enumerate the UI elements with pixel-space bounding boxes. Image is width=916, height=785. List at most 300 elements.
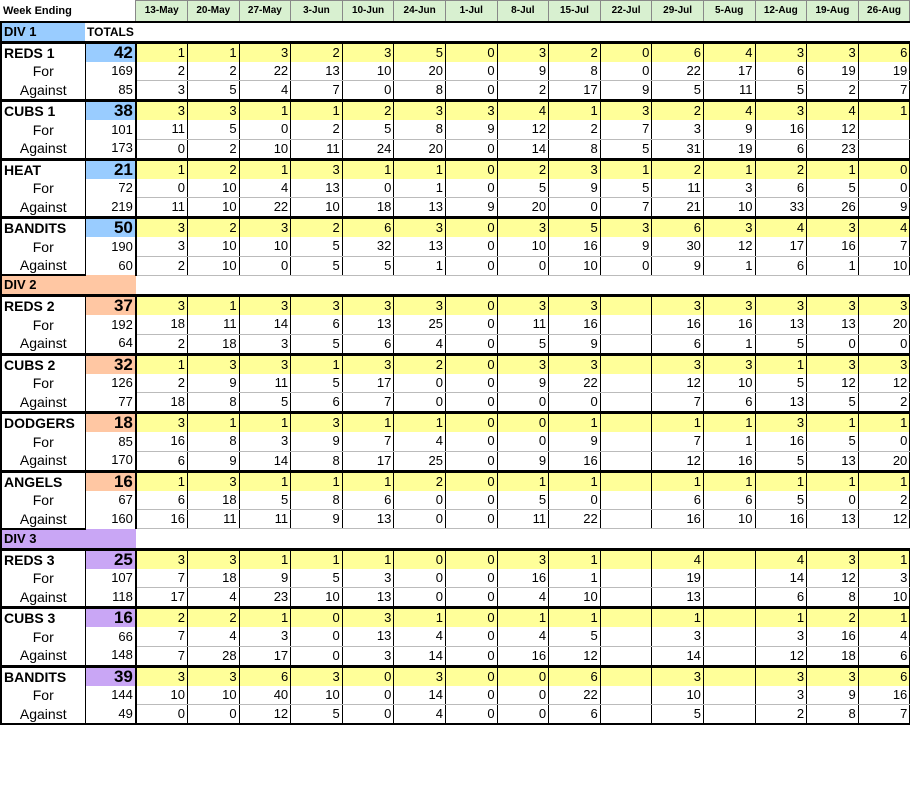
runs-against-cell[interactable]: 0 xyxy=(807,334,859,354)
week-header-cell[interactable]: 1-Jul xyxy=(445,1,497,22)
team-name[interactable]: REDS 3 xyxy=(1,549,85,569)
runs-against-cell[interactable]: 12 xyxy=(755,646,807,666)
runs-for-cell[interactable]: 0 xyxy=(394,491,446,510)
runs-for-cell[interactable]: 12 xyxy=(807,120,859,139)
runs-against-cell[interactable]: 5 xyxy=(291,256,343,275)
weekly-points-cell[interactable]: 3 xyxy=(755,42,807,62)
runs-against-cell[interactable]: 18 xyxy=(342,198,394,218)
runs-for-cell[interactable]: 16 xyxy=(807,627,859,646)
runs-against-cell[interactable] xyxy=(703,705,755,725)
runs-for-cell[interactable]: 32 xyxy=(342,237,394,256)
runs-for-cell[interactable]: 17 xyxy=(703,62,755,81)
weekly-points-cell[interactable]: 3 xyxy=(755,413,807,433)
runs-for-cell[interactable]: 7 xyxy=(600,120,652,139)
runs-against-cell[interactable]: 11 xyxy=(187,510,239,529)
runs-for-cell[interactable]: 0 xyxy=(497,432,549,451)
runs-for-cell[interactable]: 22 xyxy=(549,686,601,705)
runs-for-cell[interactable]: 5 xyxy=(342,120,394,139)
runs-against-cell[interactable]: 1 xyxy=(703,334,755,354)
runs-for-cell[interactable]: 20 xyxy=(858,315,910,334)
runs-against-cell[interactable]: 5 xyxy=(239,393,291,413)
against-total[interactable]: 219 xyxy=(85,198,136,218)
runs-against-cell[interactable]: 6 xyxy=(703,393,755,413)
week-header-cell[interactable]: 24-Jun xyxy=(394,1,446,22)
weekly-points-cell[interactable]: 3 xyxy=(187,549,239,569)
runs-for-cell[interactable]: 16 xyxy=(703,315,755,334)
runs-for-cell[interactable]: 4 xyxy=(239,179,291,198)
runs-for-cell[interactable]: 0 xyxy=(858,179,910,198)
weekly-points-cell[interactable]: 3 xyxy=(187,354,239,374)
weekly-points-cell[interactable]: 3 xyxy=(549,354,601,374)
weekly-points-cell[interactable]: 1 xyxy=(549,471,601,491)
weekly-points-cell[interactable] xyxy=(600,354,652,374)
runs-for-cell[interactable]: 9 xyxy=(445,120,497,139)
runs-against-cell[interactable]: 10 xyxy=(549,588,601,608)
weekly-points-cell[interactable]: 1 xyxy=(755,354,807,374)
runs-against-cell[interactable]: 8 xyxy=(394,81,446,101)
weekly-points-cell[interactable]: 6 xyxy=(549,666,601,686)
runs-for-cell[interactable]: 9 xyxy=(497,62,549,81)
runs-for-cell[interactable]: 6 xyxy=(703,491,755,510)
runs-for-cell[interactable]: 5 xyxy=(549,627,601,646)
runs-for-cell[interactable]: 2 xyxy=(549,120,601,139)
runs-against-cell[interactable]: 5 xyxy=(807,393,859,413)
runs-for-cell[interactable]: 5 xyxy=(807,179,859,198)
runs-against-cell[interactable]: 23 xyxy=(807,139,859,159)
week-header-cell[interactable]: 20-May xyxy=(187,1,239,22)
weekly-points-cell[interactable]: 4 xyxy=(807,101,859,121)
runs-for-cell[interactable]: 9 xyxy=(549,432,601,451)
runs-against-cell[interactable]: 11 xyxy=(239,510,291,529)
runs-against-cell[interactable]: 18 xyxy=(136,393,188,413)
runs-for-cell[interactable]: 3 xyxy=(755,627,807,646)
weekly-points-cell[interactable]: 3 xyxy=(858,296,910,316)
runs-against-cell[interactable]: 10 xyxy=(239,139,291,159)
for-total[interactable]: 192 xyxy=(85,315,136,334)
runs-against-cell[interactable]: 6 xyxy=(291,393,343,413)
runs-for-cell[interactable]: 19 xyxy=(807,62,859,81)
runs-for-cell[interactable]: 18 xyxy=(187,491,239,510)
weekly-points-cell[interactable]: 3 xyxy=(497,42,549,62)
team-name[interactable]: DODGERS xyxy=(1,413,85,433)
runs-for-cell[interactable]: 0 xyxy=(394,374,446,393)
weekly-points-cell[interactable]: 1 xyxy=(136,354,188,374)
weekly-points-cell[interactable]: 3 xyxy=(858,354,910,374)
runs-for-cell[interactable]: 9 xyxy=(291,432,343,451)
runs-against-cell[interactable]: 5 xyxy=(600,139,652,159)
runs-for-cell[interactable]: 0 xyxy=(497,686,549,705)
runs-against-cell[interactable]: 0 xyxy=(291,646,343,666)
runs-for-cell[interactable]: 1 xyxy=(703,432,755,451)
against-total[interactable]: 170 xyxy=(85,451,136,471)
team-name[interactable]: CUBS 3 xyxy=(1,608,85,628)
runs-against-cell[interactable] xyxy=(703,588,755,608)
runs-for-cell[interactable]: 22 xyxy=(652,62,704,81)
runs-for-cell[interactable]: 3 xyxy=(239,432,291,451)
runs-for-cell[interactable]: 6 xyxy=(342,491,394,510)
runs-for-cell[interactable]: 3 xyxy=(652,627,704,646)
runs-against-cell[interactable]: 14 xyxy=(239,451,291,471)
for-total[interactable]: 169 xyxy=(85,62,136,81)
runs-for-cell[interactable]: 13 xyxy=(807,315,859,334)
team-total-points[interactable]: 21 xyxy=(85,159,136,179)
against-total[interactable]: 160 xyxy=(85,510,136,529)
runs-for-cell[interactable] xyxy=(600,315,652,334)
weekly-points-cell[interactable]: 2 xyxy=(755,159,807,179)
weekly-points-cell[interactable]: 0 xyxy=(445,471,497,491)
runs-for-cell[interactable]: 0 xyxy=(342,686,394,705)
runs-against-cell[interactable]: 10 xyxy=(858,588,910,608)
weekly-points-cell[interactable]: 3 xyxy=(342,296,394,316)
weekly-points-cell[interactable]: 1 xyxy=(703,159,755,179)
weekly-points-cell[interactable]: 3 xyxy=(239,218,291,238)
weekly-points-cell[interactable]: 1 xyxy=(652,413,704,433)
runs-against-cell[interactable]: 7 xyxy=(136,646,188,666)
runs-for-cell[interactable]: 10 xyxy=(652,686,704,705)
runs-against-cell[interactable]: 0 xyxy=(136,705,188,725)
runs-for-cell[interactable]: 16 xyxy=(549,237,601,256)
against-total[interactable]: 148 xyxy=(85,646,136,666)
weekly-points-cell[interactable]: 4 xyxy=(858,218,910,238)
weekly-points-cell[interactable]: 1 xyxy=(858,549,910,569)
runs-against-cell[interactable]: 13 xyxy=(652,588,704,608)
team-total-points[interactable]: 39 xyxy=(85,666,136,686)
weekly-points-cell[interactable]: 1 xyxy=(239,608,291,628)
weekly-points-cell[interactable]: 1 xyxy=(239,159,291,179)
runs-for-cell[interactable]: 11 xyxy=(187,315,239,334)
runs-for-cell[interactable]: 4 xyxy=(394,432,446,451)
runs-for-cell[interactable]: 9 xyxy=(549,179,601,198)
runs-for-cell[interactable]: 11 xyxy=(239,374,291,393)
weekly-points-cell[interactable]: 1 xyxy=(549,608,601,628)
weekly-points-cell[interactable]: 2 xyxy=(342,101,394,121)
weekly-points-cell[interactable]: 3 xyxy=(755,101,807,121)
runs-for-cell[interactable]: 16 xyxy=(497,569,549,588)
runs-against-cell[interactable]: 0 xyxy=(136,139,188,159)
runs-for-cell[interactable]: 0 xyxy=(445,627,497,646)
runs-against-cell[interactable]: 9 xyxy=(549,334,601,354)
weekly-points-cell[interactable]: 3 xyxy=(755,296,807,316)
runs-against-cell[interactable]: 8 xyxy=(549,139,601,159)
runs-against-cell[interactable]: 4 xyxy=(239,81,291,101)
runs-against-cell[interactable]: 13 xyxy=(342,510,394,529)
runs-against-cell[interactable]: 17 xyxy=(342,451,394,471)
weekly-points-cell[interactable]: 1 xyxy=(136,42,188,62)
runs-for-cell[interactable]: 3 xyxy=(858,569,910,588)
runs-for-cell[interactable]: 16 xyxy=(755,432,807,451)
runs-against-cell[interactable]: 0 xyxy=(342,81,394,101)
runs-for-cell[interactable]: 5 xyxy=(291,237,343,256)
weekly-points-cell[interactable]: 1 xyxy=(342,471,394,491)
runs-for-cell[interactable]: 18 xyxy=(136,315,188,334)
weekly-points-cell[interactable]: 1 xyxy=(807,471,859,491)
runs-against-cell[interactable]: 22 xyxy=(549,510,601,529)
runs-for-cell[interactable]: 7 xyxy=(652,432,704,451)
runs-against-cell[interactable]: 16 xyxy=(703,451,755,471)
runs-against-cell[interactable]: 0 xyxy=(445,334,497,354)
weekly-points-cell[interactable]: 2 xyxy=(394,471,446,491)
runs-against-cell[interactable]: 10 xyxy=(703,198,755,218)
weekly-points-cell[interactable]: 1 xyxy=(755,608,807,628)
weekly-points-cell[interactable]: 3 xyxy=(291,159,343,179)
weekly-points-cell[interactable]: 3 xyxy=(394,218,446,238)
runs-for-cell[interactable]: 12 xyxy=(652,374,704,393)
runs-for-cell[interactable]: 17 xyxy=(342,374,394,393)
runs-against-cell[interactable]: 5 xyxy=(755,81,807,101)
runs-for-cell[interactable]: 40 xyxy=(239,686,291,705)
team-name[interactable]: REDS 1 xyxy=(1,42,85,62)
runs-against-cell[interactable]: 6 xyxy=(136,451,188,471)
weekly-points-cell[interactable]: 1 xyxy=(342,413,394,433)
weekly-points-cell[interactable]: 3 xyxy=(394,296,446,316)
weekly-points-cell[interactable]: 2 xyxy=(291,218,343,238)
runs-against-cell[interactable]: 5 xyxy=(755,334,807,354)
runs-for-cell[interactable]: 0 xyxy=(445,374,497,393)
runs-against-cell[interactable]: 9 xyxy=(445,198,497,218)
runs-against-cell[interactable]: 17 xyxy=(136,588,188,608)
team-total-points[interactable]: 18 xyxy=(85,413,136,433)
runs-against-cell[interactable]: 2 xyxy=(755,705,807,725)
weekly-points-cell[interactable]: 1 xyxy=(497,608,549,628)
runs-for-cell[interactable]: 14 xyxy=(755,569,807,588)
weekly-points-cell[interactable]: 6 xyxy=(652,218,704,238)
runs-against-cell[interactable]: 4 xyxy=(394,705,446,725)
runs-for-cell[interactable]: 6 xyxy=(136,491,188,510)
weekly-points-cell[interactable]: 2 xyxy=(497,159,549,179)
weekly-points-cell[interactable]: 3 xyxy=(291,296,343,316)
runs-for-cell[interactable]: 10 xyxy=(187,686,239,705)
runs-for-cell[interactable]: 8 xyxy=(549,62,601,81)
team-total-points[interactable]: 16 xyxy=(85,608,136,628)
weekly-points-cell[interactable] xyxy=(703,549,755,569)
weekly-points-cell[interactable]: 2 xyxy=(187,159,239,179)
weekly-points-cell[interactable]: 3 xyxy=(394,666,446,686)
week-header-cell[interactable]: 27-May xyxy=(239,1,291,22)
weekly-points-cell[interactable]: 1 xyxy=(239,101,291,121)
weekly-points-cell[interactable]: 0 xyxy=(445,666,497,686)
runs-for-cell[interactable]: 9 xyxy=(239,569,291,588)
runs-for-cell[interactable]: 11 xyxy=(136,120,188,139)
weekly-points-cell[interactable]: 1 xyxy=(807,159,859,179)
runs-for-cell[interactable]: 2 xyxy=(136,374,188,393)
runs-against-cell[interactable] xyxy=(600,588,652,608)
team-total-points[interactable]: 25 xyxy=(85,549,136,569)
weekly-points-cell[interactable]: 6 xyxy=(858,42,910,62)
weekly-points-cell[interactable]: 1 xyxy=(703,471,755,491)
runs-for-cell[interactable]: 22 xyxy=(549,374,601,393)
weekly-points-cell[interactable]: 1 xyxy=(858,101,910,121)
runs-against-cell[interactable]: 16 xyxy=(497,646,549,666)
runs-against-cell[interactable]: 5 xyxy=(291,334,343,354)
weekly-points-cell[interactable]: 3 xyxy=(807,666,859,686)
weekly-points-cell[interactable]: 6 xyxy=(342,218,394,238)
runs-against-cell[interactable]: 10 xyxy=(703,510,755,529)
runs-against-cell[interactable]: 2 xyxy=(136,256,188,275)
runs-against-cell[interactable]: 0 xyxy=(497,256,549,275)
runs-for-cell[interactable]: 6 xyxy=(755,179,807,198)
runs-against-cell[interactable]: 3 xyxy=(342,646,394,666)
runs-for-cell[interactable]: 7 xyxy=(136,569,188,588)
runs-for-cell[interactable]: 10 xyxy=(291,686,343,705)
runs-against-cell[interactable]: 6 xyxy=(342,334,394,354)
runs-against-cell[interactable] xyxy=(858,139,910,159)
runs-against-cell[interactable] xyxy=(600,334,652,354)
weekly-points-cell[interactable]: 4 xyxy=(703,101,755,121)
runs-for-cell[interactable] xyxy=(600,686,652,705)
runs-against-cell[interactable]: 1 xyxy=(807,256,859,275)
weekly-points-cell[interactable]: 1 xyxy=(807,413,859,433)
runs-for-cell[interactable]: 10 xyxy=(187,237,239,256)
runs-for-cell[interactable]: 10 xyxy=(703,374,755,393)
runs-against-cell[interactable]: 2 xyxy=(136,334,188,354)
runs-for-cell[interactable]: 19 xyxy=(858,62,910,81)
runs-for-cell[interactable]: 0 xyxy=(394,569,446,588)
weekly-points-cell[interactable]: 1 xyxy=(549,101,601,121)
runs-for-cell[interactable]: 0 xyxy=(600,62,652,81)
runs-against-cell[interactable]: 0 xyxy=(858,334,910,354)
runs-for-cell[interactable]: 12 xyxy=(807,569,859,588)
runs-against-cell[interactable]: 9 xyxy=(858,198,910,218)
weekly-points-cell[interactable]: 1 xyxy=(394,608,446,628)
weekly-points-cell[interactable]: 3 xyxy=(652,666,704,686)
weekly-points-cell[interactable]: 3 xyxy=(497,549,549,569)
weekly-points-cell[interactable]: 3 xyxy=(807,218,859,238)
runs-against-cell[interactable] xyxy=(600,510,652,529)
runs-for-cell[interactable]: 17 xyxy=(755,237,807,256)
weekly-points-cell[interactable]: 1 xyxy=(342,549,394,569)
runs-for-cell[interactable]: 11 xyxy=(652,179,704,198)
weekly-points-cell[interactable]: 0 xyxy=(600,42,652,62)
runs-for-cell[interactable]: 16 xyxy=(807,237,859,256)
runs-against-cell[interactable]: 4 xyxy=(394,334,446,354)
runs-against-cell[interactable]: 9 xyxy=(652,256,704,275)
weekly-points-cell[interactable]: 1 xyxy=(755,471,807,491)
runs-against-cell[interactable]: 8 xyxy=(807,705,859,725)
runs-against-cell[interactable]: 0 xyxy=(549,198,601,218)
runs-for-cell[interactable]: 4 xyxy=(858,627,910,646)
runs-against-cell[interactable]: 19 xyxy=(703,139,755,159)
for-total[interactable]: 101 xyxy=(85,120,136,139)
weekly-points-cell[interactable]: 3 xyxy=(755,666,807,686)
runs-against-cell[interactable]: 5 xyxy=(187,81,239,101)
weekly-points-cell[interactable]: 3 xyxy=(807,42,859,62)
runs-against-cell[interactable] xyxy=(600,646,652,666)
runs-against-cell[interactable]: 11 xyxy=(703,81,755,101)
against-total[interactable]: 173 xyxy=(85,139,136,159)
runs-for-cell[interactable]: 5 xyxy=(755,491,807,510)
runs-against-cell[interactable]: 11 xyxy=(136,198,188,218)
runs-for-cell[interactable]: 14 xyxy=(239,315,291,334)
runs-against-cell[interactable]: 5 xyxy=(291,705,343,725)
weekly-points-cell[interactable]: 0 xyxy=(445,354,497,374)
against-total[interactable]: 85 xyxy=(85,81,136,101)
runs-for-cell[interactable]: 0 xyxy=(445,491,497,510)
weekly-points-cell[interactable]: 3 xyxy=(342,608,394,628)
runs-for-cell[interactable]: 5 xyxy=(807,432,859,451)
runs-for-cell[interactable]: 4 xyxy=(497,627,549,646)
weekly-points-cell[interactable] xyxy=(600,549,652,569)
runs-for-cell[interactable]: 8 xyxy=(291,491,343,510)
runs-against-cell[interactable]: 11 xyxy=(497,510,549,529)
weekly-points-cell[interactable]: 2 xyxy=(652,101,704,121)
runs-against-cell[interactable]: 7 xyxy=(858,705,910,725)
runs-against-cell[interactable]: 6 xyxy=(755,588,807,608)
weekly-points-cell[interactable] xyxy=(600,413,652,433)
runs-for-cell[interactable]: 13 xyxy=(291,62,343,81)
runs-against-cell[interactable]: 14 xyxy=(394,646,446,666)
runs-for-cell[interactable]: 0 xyxy=(549,491,601,510)
runs-for-cell[interactable]: 13 xyxy=(755,315,807,334)
against-total[interactable]: 64 xyxy=(85,334,136,354)
team-total-points[interactable]: 16 xyxy=(85,471,136,491)
runs-against-cell[interactable]: 0 xyxy=(445,588,497,608)
for-total[interactable]: 66 xyxy=(85,627,136,646)
for-total[interactable]: 190 xyxy=(85,237,136,256)
runs-for-cell[interactable]: 16 xyxy=(136,432,188,451)
runs-against-cell[interactable]: 5 xyxy=(755,451,807,471)
runs-for-cell[interactable]: 13 xyxy=(342,627,394,646)
runs-for-cell[interactable]: 0 xyxy=(239,120,291,139)
runs-for-cell[interactable]: 2 xyxy=(291,120,343,139)
runs-for-cell[interactable]: 10 xyxy=(136,686,188,705)
runs-for-cell[interactable]: 12 xyxy=(807,374,859,393)
runs-against-cell[interactable]: 0 xyxy=(394,393,446,413)
weekly-points-cell[interactable]: 1 xyxy=(394,413,446,433)
weekly-points-cell[interactable]: 0 xyxy=(445,159,497,179)
weekly-points-cell[interactable]: 1 xyxy=(291,471,343,491)
weekly-points-cell[interactable]: 1 xyxy=(187,413,239,433)
weekly-points-cell[interactable]: 1 xyxy=(136,159,188,179)
runs-against-cell[interactable]: 7 xyxy=(342,393,394,413)
weekly-points-cell[interactable]: 0 xyxy=(445,296,497,316)
weekly-points-cell[interactable]: 3 xyxy=(187,666,239,686)
runs-for-cell[interactable]: 16 xyxy=(652,315,704,334)
weekly-points-cell[interactable]: 3 xyxy=(136,413,188,433)
team-total-points[interactable]: 50 xyxy=(85,218,136,238)
weekly-points-cell[interactable]: 0 xyxy=(445,608,497,628)
team-total-points[interactable]: 32 xyxy=(85,354,136,374)
runs-for-cell[interactable]: 0 xyxy=(858,432,910,451)
weekly-points-cell[interactable]: 3 xyxy=(807,549,859,569)
weekly-points-cell[interactable]: 3 xyxy=(239,42,291,62)
runs-against-cell[interactable]: 17 xyxy=(549,81,601,101)
runs-against-cell[interactable]: 14 xyxy=(497,139,549,159)
weekly-points-cell[interactable]: 2 xyxy=(136,608,188,628)
against-total[interactable]: 77 xyxy=(85,393,136,413)
runs-against-cell[interactable]: 16 xyxy=(652,510,704,529)
weekly-points-cell[interactable]: 1 xyxy=(239,471,291,491)
weekly-points-cell[interactable]: 2 xyxy=(549,42,601,62)
week-header-cell[interactable]: 19-Aug xyxy=(807,1,859,22)
runs-against-cell[interactable]: 10 xyxy=(291,198,343,218)
runs-against-cell[interactable]: 5 xyxy=(342,256,394,275)
runs-against-cell[interactable]: 6 xyxy=(755,256,807,275)
weekly-points-cell[interactable]: 3 xyxy=(136,101,188,121)
week-header-cell[interactable]: 15-Jul xyxy=(549,1,601,22)
division-label[interactable]: DIV 1 xyxy=(1,22,85,43)
weekly-points-cell[interactable]: 4 xyxy=(652,549,704,569)
runs-against-cell[interactable]: 12 xyxy=(239,705,291,725)
runs-against-cell[interactable]: 0 xyxy=(445,510,497,529)
runs-for-cell[interactable]: 7 xyxy=(858,237,910,256)
runs-for-cell[interactable]: 5 xyxy=(187,120,239,139)
weekly-points-cell[interactable]: 3 xyxy=(807,354,859,374)
runs-against-cell[interactable]: 10 xyxy=(187,256,239,275)
division-label[interactable]: DIV 3 xyxy=(1,529,85,550)
runs-for-cell[interactable]: 5 xyxy=(291,374,343,393)
weekly-points-cell[interactable]: 1 xyxy=(600,159,652,179)
weekly-points-cell[interactable]: 1 xyxy=(291,101,343,121)
